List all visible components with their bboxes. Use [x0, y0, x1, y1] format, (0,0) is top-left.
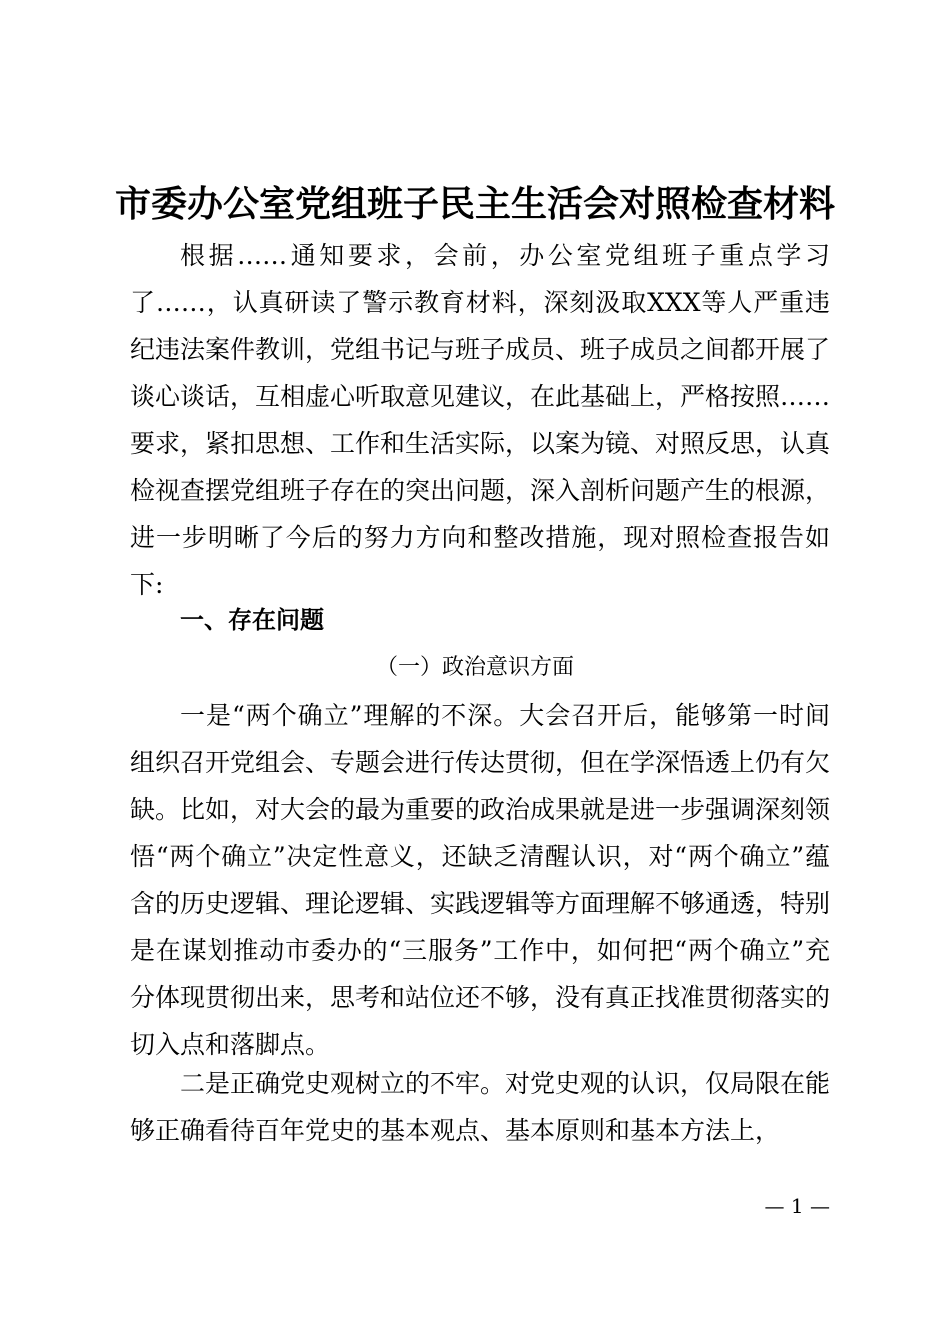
- paragraph-2: 二是正确党史观树立的不牢。对党史观的认识，仅局限在能够正确看待百年党史的基本观点、基本原则和基本方法上，: [130, 1069, 831, 1145]
- paragraph-1: 一是“两个确立”理解的不深。大会召开后，能够第一时间组织召开党组会、专题会进行传达贯彻，但在学深悟透上仍有欠缺。比如，对大会的最为重要的政治成果就是进一步强调深刻领悟“两个确立”决定性意义，还缺乏清醒认识，对“两个确立”蕴含的历史逻辑、理论逻辑、实践逻辑等方面理解不够通透，特别是在谋划推动市委办的“三服务”工作中，如何把“两个确立”充分体现贯彻出来，思考和站位还不够，没有真正找准贯彻落实的切入点和落脚点。: [130, 701, 831, 1059]
- section-heading: 一、存在问题: [180, 606, 324, 634]
- intro-paragraph: 根据……通知要求，会前，办公室党组班子重点学习了……，认真研读了警示教育材料，深刻汲取XXX等人严重违纪违法案件教训，党组书记与班子成员、班子成员之间都开展了谈心谈话，互相虚心听取意见建议，在此基础上，严格按照……要求，紧扣思想、工作和生活实际，以案为镜、对照反思，认真检视查摆党组班子存在的突出问题，深入剖析问题产生的根源，进一步明晰了今后的努力方向和整改措施，现对照检查报告如下:: [130, 241, 831, 599]
- intro-paragraph-block: [130, 232, 830, 608]
- paragraph-2-block: [130, 1060, 830, 1154]
- page-number: — 1 —: [764, 1194, 830, 1218]
- subsection-heading: （一）政治意识方面: [375, 655, 574, 680]
- paragraph-1-block: [130, 692, 830, 1068]
- document-title: 市委办公室党组班子民主生活会对照检查材料: [114, 184, 835, 225]
